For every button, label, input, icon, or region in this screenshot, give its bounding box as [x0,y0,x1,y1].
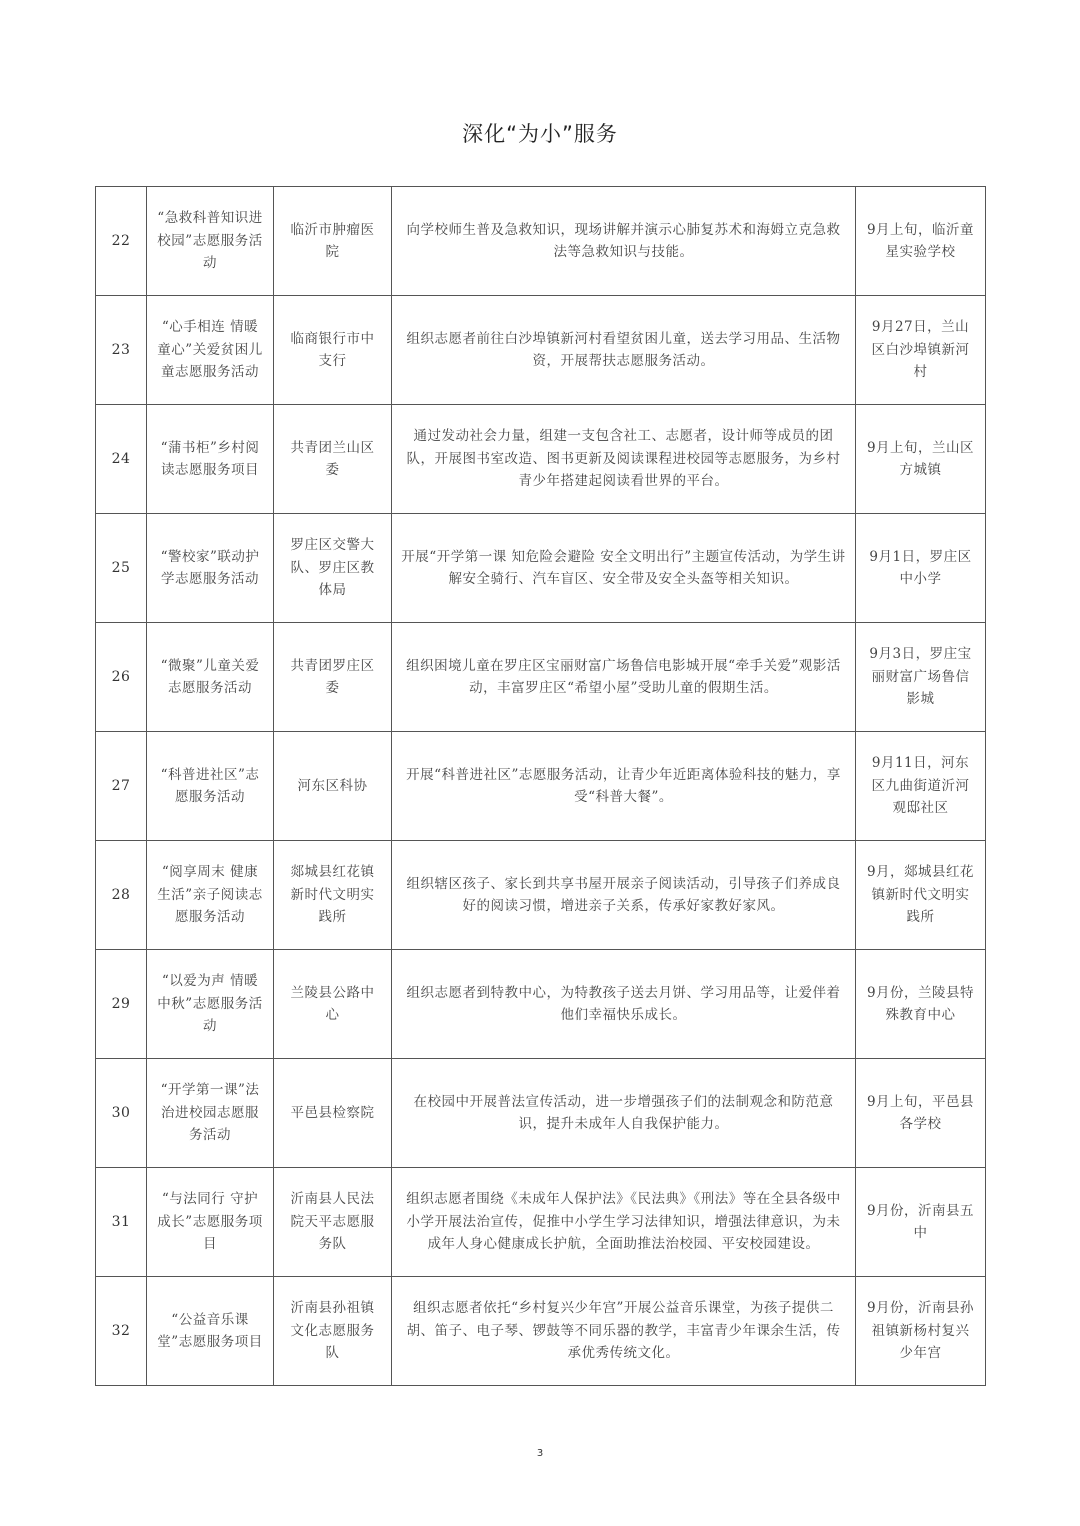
table-row [96,187,986,296]
project-name: “警校家”联动护学志愿服务活动 [147,514,274,623]
project-name: “心手相连 情暖童心”关爱贫困儿童志愿服务活动 [147,296,274,405]
row-number: 28 [96,841,147,950]
time-location: 9月3日，罗庄宝丽财富广场鲁信影城 [856,623,986,732]
organizer: 临沂市肿瘤医院 [274,187,392,296]
activity-description: 组织志愿者到特教中心，为特教孩子送去月饼、学习用品等，让爱伴着他们幸福快乐成长。 [392,950,856,1059]
table-row [96,1277,986,1386]
table-row [96,841,986,950]
activity-description: 组织困境儿童在罗庄区宝丽财富广场鲁信电影城开展“牵手关爱”观影活动，丰富罗庄区“希望小屋”受助儿童的假期生活。 [392,623,856,732]
organizer: 沂南县孙祖镇文化志愿服务队 [274,1277,392,1386]
table-row [96,950,986,1059]
table-row [96,732,986,841]
table-row [96,296,986,405]
organizer: 沂南县人民法院天平志愿服务队 [274,1168,392,1277]
organizer: 郯城县红花镇新时代文明实践所 [274,841,392,950]
activity-description: 开展“开学第一课 知危险会避险 安全文明出行”主题宣传活动，为学生讲解安全骑行、汽车盲区、安全带及安全头盔等相关知识。 [392,514,856,623]
project-name: “蒲书柜”乡村阅读志愿服务项目 [147,405,274,514]
organizer: 共青团兰山区委 [274,405,392,514]
activity-description: 在校园中开展普法宣传活动，进一步增强孩子们的法制观念和防范意识，提升未成年人自我保护能力。 [392,1059,856,1168]
table-row [96,1059,986,1168]
row-number: 25 [96,514,147,623]
activity-description: 组织志愿者前往白沙埠镇新河村看望贫困儿童，送去学习用品、生活物资，开展帮扶志愿服务活动。 [392,296,856,405]
project-name: “微聚”儿童关爱志愿服务活动 [147,623,274,732]
activity-description: 开展“科普进社区”志愿服务活动，让青少年近距离体验科技的魅力，享受“科普大餐”。 [392,732,856,841]
row-number: 22 [96,187,147,296]
project-name: “以爱为声 情暖中秋”志愿服务活动 [147,950,274,1059]
organizer: 平邑县检察院 [274,1059,392,1168]
page-number: 3 [536,1448,544,1459]
activity-description: 向学校师生普及急救知识，现场讲解并演示心肺复苏术和海姆立克急救法等急救知识与技能。 [392,187,856,296]
time-location: 9月上旬，兰山区方城镇 [856,405,986,514]
organizer: 罗庄区交警大队、罗庄区教体局 [274,514,392,623]
row-number: 26 [96,623,147,732]
organizer: 兰陵县公路中心 [274,950,392,1059]
table-row [96,1168,986,1277]
time-location: 9月上旬，临沂童星实验学校 [856,187,986,296]
table-row [96,623,986,732]
activity-table-body [96,187,986,1386]
time-location: 9月份，兰陵县特殊教育中心 [856,950,986,1059]
row-number: 32 [96,1277,147,1386]
table-row [96,405,986,514]
row-number: 31 [96,1168,147,1277]
table-row [96,514,986,623]
project-name: “科普进社区”志愿服务活动 [147,732,274,841]
activity-description: 通过发动社会力量，组建一支包含社工、志愿者，设计师等成员的团队，开展图书室改造、图书更新及阅读课程进校园等志愿服务，为乡村青少年搭建起阅读看世界的平台。 [392,405,856,514]
project-name: “阅享周末 健康生活”亲子阅读志愿服务活动 [147,841,274,950]
activity-description: 组织志愿者围绕《未成年人保护法》《民法典》《刑法》等在全县各级中小学开展法治宣传，促推中小学生学习法律知识，增强法律意识，为未成年人身心健康成长护航，全面助推法治校园、平安校园建设。 [392,1168,856,1277]
organizer: 临商银行市中支行 [274,296,392,405]
organizer: 河东区科协 [274,732,392,841]
project-name: “公益音乐课堂”志愿服务项目 [147,1277,274,1386]
time-location: 9月27日，兰山区白沙埠镇新河村 [856,296,986,405]
time-location: 9月，郯城县红花镇新时代文明实践所 [856,841,986,950]
activity-description: 组织辖区孩子、家长到共享书屋开展亲子阅读活动，引导孩子们养成良好的阅读习惯，增进亲子关系，传承好家教好家风。 [392,841,856,950]
row-number: 24 [96,405,147,514]
row-number: 23 [96,296,147,405]
project-name: “急救科普知识进校园”志愿服务活动 [147,187,274,296]
time-location: 9月1日，罗庄区中小学 [856,514,986,623]
time-location: 9月上旬，平邑县各学校 [856,1059,986,1168]
organizer: 共青团罗庄区委 [274,623,392,732]
project-name: “与法同行 守护成长”志愿服务项目 [147,1168,274,1277]
time-location: 9月份，沂南县孙祖镇新杨村复兴少年宫 [856,1277,986,1386]
project-name: “开学第一课”法治进校园志愿服务活动 [147,1059,274,1168]
time-location: 9月份，沂南县五中 [856,1168,986,1277]
activity-description: 组织志愿者依托“乡村复兴少年宫”开展公益音乐课堂，为孩子提供二胡、笛子、电子琴、锣鼓等不同乐器的教学，丰富青少年课余生活，传承优秀传统文化。 [392,1277,856,1386]
time-location: 9月11日，河东区九曲街道沂河观邸社区 [856,732,986,841]
row-number: 29 [96,950,147,1059]
page-title: 深化“为小”服务 [462,122,618,146]
row-number: 30 [96,1059,147,1168]
row-number: 27 [96,732,147,841]
activity-table [95,186,986,1386]
